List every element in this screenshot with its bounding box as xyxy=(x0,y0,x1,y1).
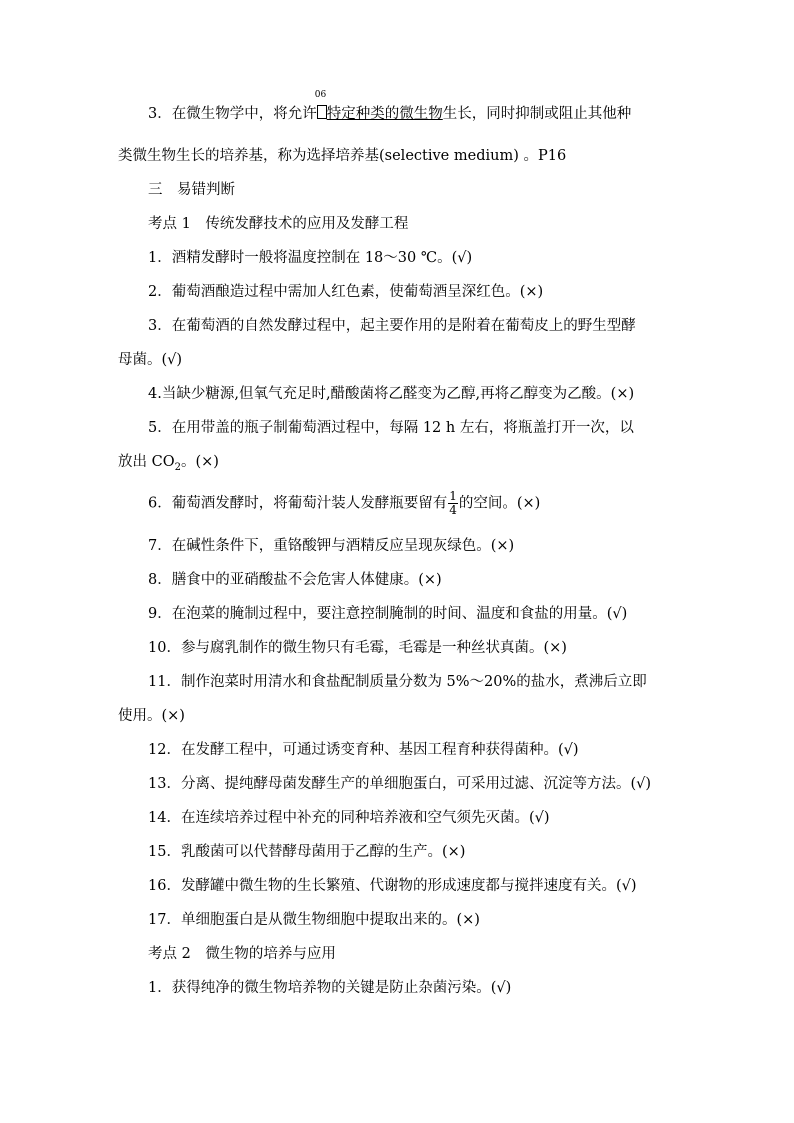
item-2: 2．葡萄酒酿造过程中需加人红色素，使葡萄酒呈深红色。(×) xyxy=(148,284,544,300)
section-title: 三 易错判断 xyxy=(148,182,235,198)
paragraph-3-prefix: 3．在微生物学中，将允许 xyxy=(148,106,317,122)
item-6 xyxy=(148,490,540,517)
item-17: 17．单细胞蛋白是从微生物细胞中提取出来的。(×) xyxy=(148,912,480,928)
item-6-suffix: 的空间。(×) xyxy=(458,495,541,512)
item-8: 8．膳食中的亚硝酸盐不会危害人体健康。(×) xyxy=(148,572,442,588)
item-5-co2-prefix: 放出 CO xyxy=(118,454,175,470)
blank-box xyxy=(317,105,327,119)
item-4: 4.当缺少糖源,但氧气充足时,醋酸菌将乙醛变为乙醇,再将乙醇变为乙酸。(×) xyxy=(148,386,635,402)
item-7: 7．在碱性条件下，重铬酸钾与酒精反应呈现灰绿色。(×) xyxy=(148,538,515,554)
item-11-line-1: 11．制作泡菜时用清水和食盐配制质量分数为 5%～20%的盐水，煮沸后立即 xyxy=(148,674,647,690)
item-3-line-1: 3．在葡萄酒的自然发酵过程中，起主要作用的是附着在葡萄皮上的野生型酵 xyxy=(148,318,636,334)
topic-2-heading: 考点 2 微生物的培养与应用 xyxy=(148,946,336,962)
fraction-numerator: 1 xyxy=(449,489,457,503)
item-5-line-2 xyxy=(118,452,219,478)
item-6-prefix: 6．葡萄酒发酵时，将葡萄汁装人发酵瓶要留有 xyxy=(148,495,448,512)
blank-number: 06 xyxy=(314,90,327,100)
item-5-line-1: 5．在用带盖的瓶子制葡萄酒过程中，每隔 12 h 左右，将瓶盖打开一次，以 xyxy=(148,420,634,436)
paragraph-3-suffix: 生长，同时抑制或阻止其他种 xyxy=(442,106,632,122)
item-14: 14．在连续培养过程中补充的同种培养液和空气须先灭菌。(√) xyxy=(148,810,550,826)
paragraph-3-line-1 xyxy=(148,90,632,124)
item-13: 13．分离、提纯酵母菌发酵生产的单细胞蛋白，可采用过滤、沉淀等方法。(√) xyxy=(148,776,652,792)
topic-1-heading: 考点 1 传统发酵技术的应用及发酵工程 xyxy=(148,216,409,232)
item-12: 12．在发酵工程中，可通过诱变育种、基因工程育种获得菌种。(√) xyxy=(148,742,579,758)
item-3-line-2: 母菌。(√) xyxy=(118,352,183,368)
item-16: 16．发酵罐中微生物的生长繁殖、代谢物的形成速度都与搅拌速度有关。(√) xyxy=(148,878,637,894)
item-11-line-2: 使用。(×) xyxy=(118,708,185,724)
item-1: 1．酒精发酵时一般将温度控制在 18～30 ℃。(√) xyxy=(148,250,473,266)
item-10: 10．参与腐乳制作的微生物只有毛霉，毛霉是一种丝状真菌。(×) xyxy=(148,640,567,656)
paragraph-3-line-2: 类微生物生长的培养基，称为选择培养基(selective medium) 。P16 xyxy=(118,148,567,164)
item-15: 15．乳酸菌可以代替酵母菌用于乙醇的生产。(×) xyxy=(148,844,466,860)
fraction-one-quarter xyxy=(448,490,458,517)
topic-2-item-1: 1．获得纯净的微生物培养物的关键是防止杂菌污染。(√) xyxy=(148,980,512,996)
item-5-co2-suffix: 。(×) xyxy=(180,454,219,470)
item-5-co2-subscript: 2 xyxy=(174,461,181,473)
underlined-answer: 特定种类的微生物 xyxy=(326,106,443,122)
item-9: 9．在泡菜的腌制过程中，要注意控制腌制的时间、温度和食盐的用量。(√) xyxy=(148,606,628,622)
blank-marker xyxy=(314,90,327,124)
fraction-denominator: 4 xyxy=(449,503,457,517)
